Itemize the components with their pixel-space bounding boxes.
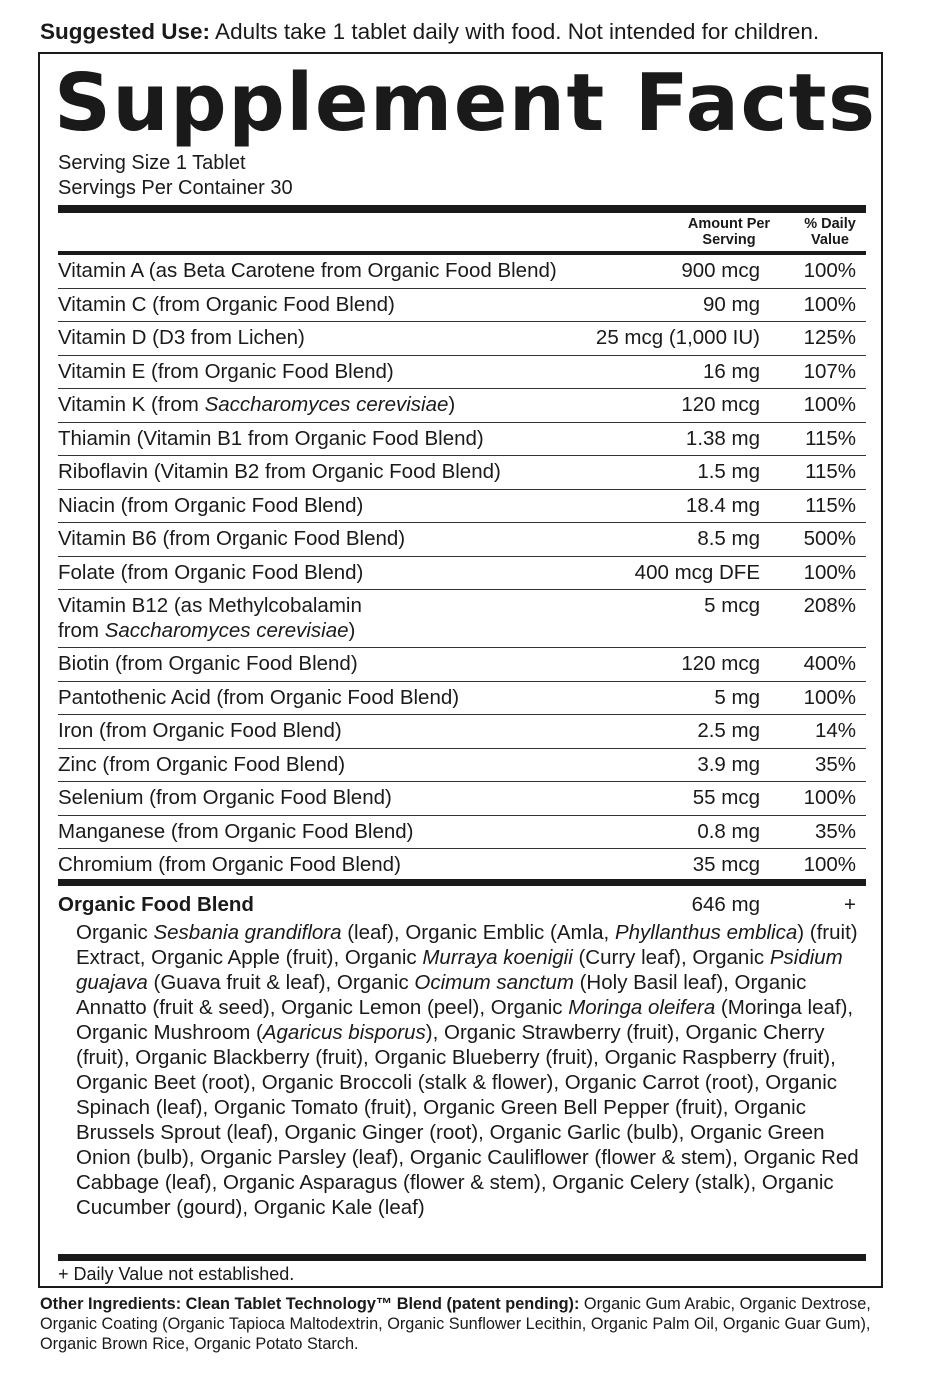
nutrient-amount: 120 mcg: [681, 393, 760, 416]
serving-size: Serving Size 1 Tablet: [58, 152, 246, 174]
nutrient-daily-value: 115%: [805, 493, 856, 517]
nutrient-amount: 5 mcg: [704, 594, 760, 617]
nutrient-daily-value: 100%: [803, 560, 856, 584]
nutrient-daily-value: 500%: [803, 527, 856, 550]
nutrient-name: Vitamin E (from Organic Food Blend): [58, 359, 394, 383]
nutrient-name-text: Vitamin K (from: [58, 393, 205, 416]
nutrient-name: Iron (from Organic Food Blend): [58, 719, 342, 742]
nutrient-row: [58, 254, 866, 289]
nutrient-amount: 900 mcg: [681, 259, 760, 282]
nutrient-name: [58, 593, 362, 643]
nutrient-daily-value: 208%: [803, 594, 856, 617]
servings-per-container: Servings Per Container 30: [58, 177, 293, 199]
ingredient-text: ) (fruit) Extract, Organic Apple (fruit), Organic: [76, 921, 858, 969]
ingredient-text: Organic: [76, 921, 154, 944]
nutrient-daily-value: 100%: [803, 259, 856, 282]
nutrient-row: [58, 388, 866, 423]
nutrient-name: [58, 392, 455, 417]
nutrient-name-text: from: [58, 619, 105, 642]
suggested-use: [40, 18, 910, 46]
blend-amount: 646 mg: [691, 893, 760, 916]
nutrient-daily-value: 100%: [803, 685, 856, 709]
nutrient-daily-value: 100%: [803, 853, 856, 876]
nutrient-row: [58, 714, 866, 749]
ingredient-text: (Curry leaf), Organic: [572, 946, 770, 969]
ingredient-species: Murraya koenigii: [422, 946, 573, 969]
nutrient-amount: 120 mcg: [681, 652, 760, 675]
column-header-amount: Amount Per Serving: [687, 216, 771, 248]
nutrient-name-line1: Vitamin B12 (as Methylcobalamin: [58, 594, 362, 617]
nutrient-daily-value: 100%: [803, 393, 856, 416]
nutrient-row: [58, 489, 866, 524]
nutrient-daily-value: 100%: [803, 786, 856, 809]
nutrient-daily-value: 107%: [803, 359, 856, 383]
nutrient-name: Folate (from Organic Food Blend): [58, 560, 364, 584]
other-ingredients-label: Other Ingredients: Clean Tablet Technology™ Blend (patent pending):: [40, 1295, 580, 1313]
ingredient-text: (Guava fruit & leaf), Organic: [147, 971, 415, 994]
nutrient-amount: 2.5 mg: [697, 719, 760, 742]
nutrient-amount: 400 mcg DFE: [634, 560, 760, 584]
nutrient-daily-value: 115%: [805, 460, 856, 483]
blend-ingredients: [76, 920, 876, 1220]
column-header-daily-value: % Daily Value: [804, 216, 856, 248]
ingredient-species: Psidium guajava: [76, 946, 843, 994]
nutrient-amount: 35 mcg: [692, 853, 760, 876]
nutrient-name-text: ): [348, 619, 356, 642]
nutrient-name: Chromium (from Organic Food Blend): [58, 853, 401, 876]
nutrient-name: Manganese (from Organic Food Blend): [58, 819, 414, 843]
ingredient-species: Sesbania grandiflora: [153, 921, 342, 944]
nutrient-row: [58, 815, 866, 850]
thick-rule-top: [58, 205, 866, 213]
nutrient-row: [58, 748, 866, 783]
suggested-use-text: Adults take 1 tablet daily with food. Not intended for children.: [210, 19, 820, 44]
nutrient-name: Riboflavin (Vitamin B2 from Organic Food Blend): [58, 460, 501, 483]
nutrient-row: [58, 647, 866, 682]
nutrient-row: [58, 522, 866, 557]
nutrient-name: Vitamin C (from Organic Food Blend): [58, 292, 395, 316]
nutrient-name: Niacin (from Organic Food Blend): [58, 493, 364, 517]
footnote: + Daily Value not established.: [58, 1264, 295, 1284]
nutrient-daily-value: 14%: [814, 719, 856, 742]
nutrient-row: [58, 848, 866, 883]
nutrient-daily-value: 100%: [803, 292, 856, 316]
ingredient-text: (Holy Basil leaf), Organic Annatto (fruit & seed), Organic Lemon (peel), Organic: [76, 971, 807, 1019]
nutrient-amount: 90 mg: [703, 292, 760, 316]
nutrient-name-species: Saccharomyces cerevisiae: [104, 619, 349, 642]
ingredient-text: (Moringa leaf), Organic Mushroom (: [76, 996, 854, 1044]
nutrient-row: [58, 781, 866, 816]
nutrient-amount: 1.5 mg: [697, 460, 760, 483]
thick-rule-bottom: [58, 1254, 866, 1261]
nutrient-amount: 55 mcg: [692, 786, 760, 809]
ingredient-species: Moringa oleifera: [568, 996, 716, 1019]
nutrient-amount: 1.38 mg: [685, 426, 760, 450]
thick-rule-blend: [58, 879, 866, 886]
nutrient-amount: 8.5 mg: [697, 527, 760, 550]
nutrient-row: [58, 589, 866, 648]
nutrient-daily-value: 35%: [814, 819, 856, 843]
ingredient-text: ), Organic Strawberry (fruit), Organic Cherry (fruit), Organic Blackberry (fruit), Organic Blueberry (fruit), Organic Raspberry (fruit), Organic Beet (root), Organic Broccoli (stalk & flower), Organic Carrot (root), Organic Spinach (leaf), Organic Tomato (fruit), Organic Green Bell Pepper (fruit), Organic Brussels Sprout (leaf), Organic Ginger (root), Organic Garlic (bulb), Organic Green Onion (bulb), Organic Parsley (leaf), Organic Cauliflower (flower & stem), Organic Red Cabbage (leaf), Organic Asparagus (flower & stem), Organic Celery (stalk), Organic Cucumber (gourd), Organic Kale (leaf): [76, 1021, 859, 1219]
nutrient-name-text: ): [448, 393, 456, 416]
nutrient-name: Thiamin (Vitamin B1 from Organic Food Blend): [58, 426, 484, 450]
nutrient-name: Vitamin B6 (from Organic Food Blend): [58, 527, 406, 550]
ingredient-species: Ocimum sanctum: [414, 971, 574, 994]
other-ingredients-text: Organic Gum Arabic, Organic Dextrose, Organic Coating (Organic Tapioca Maltodextrin, Organic Sunflower Lecithin, Organic Palm Oil, Organic Guar Gum), Organic Brown Rice, Organic Potato Starch.: [40, 1295, 871, 1353]
nutrient-row: [58, 455, 866, 490]
blend-name: Organic Food Blend: [58, 893, 254, 916]
nutrient-amount: 18.4 mg: [685, 493, 760, 517]
supplement-facts-panel: [38, 52, 883, 1288]
nutrient-amount: 25 mcg (1,000 IU): [595, 326, 760, 349]
nutrient-name: Vitamin A (as Beta Carotene from Organic Food Blend): [58, 259, 557, 282]
nutrient-amount: 5 mg: [714, 685, 760, 709]
nutrient-amount: 16 mg: [703, 359, 760, 383]
nutrient-daily-value: 400%: [803, 652, 856, 675]
ingredient-species: Agaricus bisporus: [262, 1021, 426, 1044]
other-ingredients: [40, 1294, 890, 1354]
nutrient-row: [58, 355, 866, 390]
nutrient-amount: 3.9 mg: [697, 752, 760, 776]
ingredient-text: (leaf), Organic Emblic (Amla,: [341, 921, 615, 944]
nutrient-daily-value: 125%: [803, 326, 856, 349]
blend-daily-value: +: [844, 893, 856, 916]
suggested-use-label: Suggested Use:: [40, 19, 211, 44]
nutrient-amount: 0.8 mg: [697, 819, 760, 843]
nutrient-row: [58, 681, 866, 716]
nutrient-row: [58, 321, 866, 356]
panel-title: Supplement Facts: [54, 57, 877, 149]
nutrient-row: [58, 556, 866, 591]
nutrient-name: Selenium (from Organic Food Blend): [58, 786, 392, 809]
blend-row: [58, 886, 866, 922]
nutrient-name: Biotin (from Organic Food Blend): [58, 652, 358, 675]
nutrient-name-species: Saccharomyces cerevisiae: [204, 393, 449, 416]
nutrient-row: [58, 288, 866, 323]
nutrient-daily-value: 115%: [805, 426, 856, 450]
nutrient-name: Pantothenic Acid (from Organic Food Blend): [58, 685, 460, 709]
nutrient-row: [58, 422, 866, 457]
nutrient-name: Vitamin D (D3 from Lichen): [58, 326, 305, 349]
ingredient-species: Phyllanthus emblica: [614, 921, 798, 944]
nutrient-daily-value: 35%: [814, 752, 856, 776]
nutrient-name: Zinc (from Organic Food Blend): [58, 752, 346, 776]
